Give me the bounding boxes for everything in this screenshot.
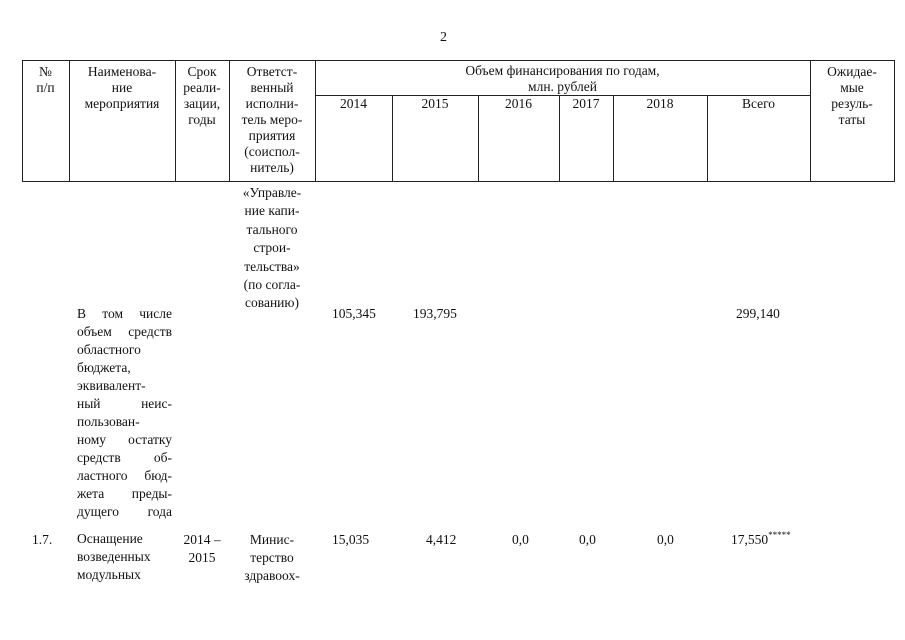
header-year-2014: 2014	[340, 96, 367, 111]
row-1-7-total-footnote: *****	[768, 530, 791, 540]
row-1-7-term: 2014 – 2015	[183, 532, 221, 565]
row-1-7-value-2015: 4,412	[426, 532, 457, 547]
row-1-7-value-total	[731, 532, 791, 548]
header-name: Наименова- ние мероприятия	[84, 64, 160, 111]
header-total: Всего	[741, 96, 776, 111]
row-1-7-name: Оснащение возведенных модульных	[77, 531, 151, 582]
header-responsible: Ответст- венный исполни- тель меро- приятия (соиспол- нитель)	[241, 64, 303, 175]
row-1-7-value-2017: 0,0	[579, 532, 596, 547]
header-year-2016: 2016	[505, 96, 532, 111]
header-year-2015: 2015	[421, 96, 449, 111]
subtotal-value-2014: 105,345	[332, 306, 376, 321]
row-1-7-value-2018: 0,0	[657, 532, 674, 547]
header-results: Ожидае- мые резуль- таты	[827, 64, 877, 127]
responsible-continued: «Управле- ние капи- тального строи- тельства» (по согла- сованию)	[242, 185, 302, 311]
subtotal-value-2015: 193,795	[413, 306, 457, 321]
page-number: 2	[440, 30, 447, 45]
header-num: № п/п	[36, 64, 55, 95]
col-border	[894, 60, 895, 181]
header-year-2017: 2017	[572, 96, 600, 111]
row-1-7-responsible: Минис- терство здравоох-	[244, 532, 300, 583]
subtotal-value-total: 299,140	[736, 306, 780, 321]
header-year-2018: 2018	[646, 96, 674, 111]
header-bottom-border	[22, 181, 895, 182]
row-1-7-value-2014: 15,035	[332, 532, 370, 547]
row-1-7-number: 1.7.	[32, 532, 53, 547]
row-1-7-total-value: 17,550	[731, 532, 769, 547]
header-term: Срок реали- зации, годы	[183, 64, 221, 127]
header-funding: Объем финансирования по годам, млн. рублей	[465, 63, 660, 94]
row-1-7-value-2016: 0,0	[512, 532, 529, 547]
table-top-border	[22, 60, 895, 61]
subtotal-row-name: В том числе объем средств областного бюджета, эквивалент- ный неис- пользован- ному остатку средств об- ластного бюд- жета преды- дущего года	[77, 306, 172, 519]
